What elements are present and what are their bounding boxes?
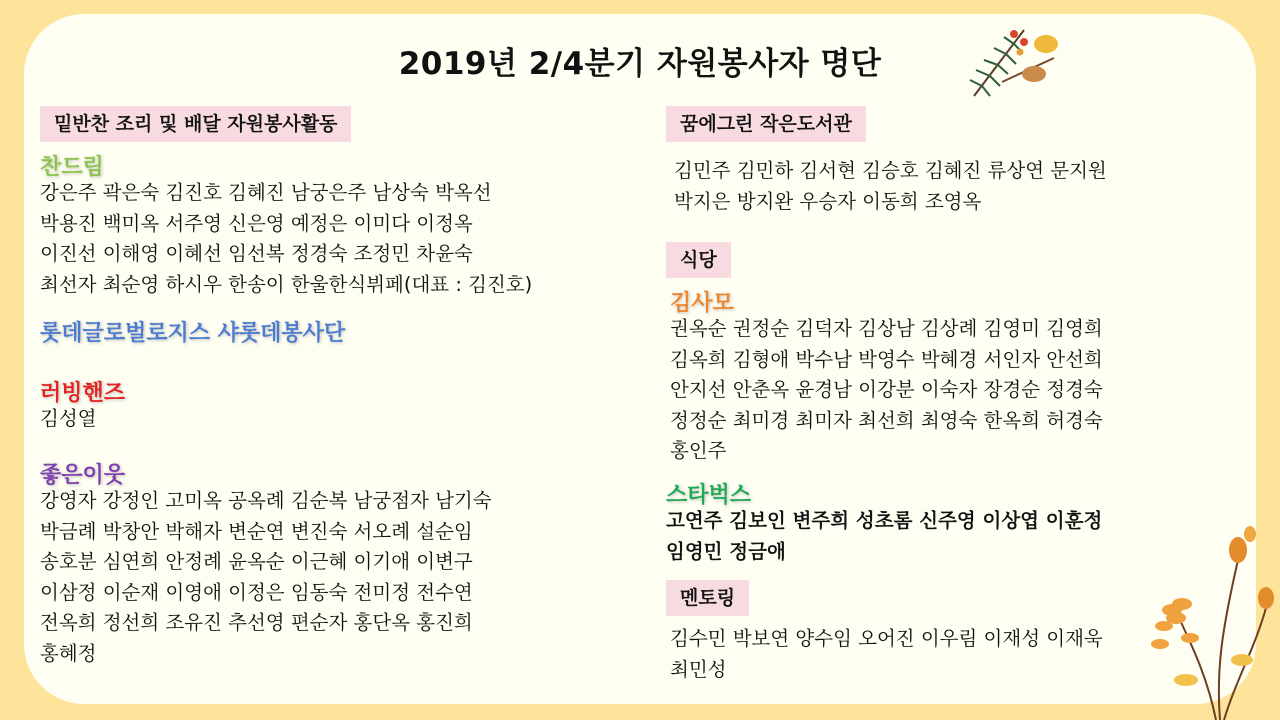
group-members-chandream: 강은주 곽은숙 김진호 김혜진 남궁은주 남상숙 박옥선 박용진 백미옥 서주영 신은영 예정은 이미다 이정옥 이진선 이해영 이혜선 임선복 정경숙 조정민 차윤숙 최선자 최순영 하시우 한송이 한울한식뷔페(대표 : 김진호) [40,181,533,296]
mentoring-members: 김수민 박보연 양수임 오어진 이우림 이재성 이재욱 최민성 [670,627,1103,681]
group-members-good-neighbors: 강영자 강정인 고미옥 공옥례 김순복 남궁점자 남기숙 박금례 박창안 박해자 변순연 변진숙 서오례 설순임 송호분 심연희 안정례 윤옥순 이근혜 이기애 이변구 이삼정 이순재 이영애 이정은 임동숙 전미정 전수연 전옥희 정선희 조유진 추선영 편순자 홍단옥 홍진희 홍혜정 [40,489,492,665]
library-members: 김민주 김민하 김서현 김승호 김혜진 류상연 문지원 박지은 방지완 우승자 이동희 조영옥 [674,159,1107,213]
group-name-loving-hands: 러빙핸즈 [40,381,126,406]
section-label-side-dishes: 밑반찬 조리 및 배달 자원봉사활동 [40,106,351,142]
group-name-lotte-glovis: 롯데글로벌로지스 샤롯데봉사단 [40,321,346,346]
group-name-good-neighbors: 좋은이웃 [40,463,126,488]
section-label-cafeteria: 식당 [666,242,731,278]
section-label-library: 꿈에그린 작은도서관 [666,106,866,142]
group-name-chandream: 찬드림 [40,155,104,180]
autumn-leaves-decoration [962,22,1072,102]
page-title: 2019년 2/4분기 자원봉사자 명단 [398,46,882,82]
section-label-mentoring: 멘토링 [666,580,749,616]
group-members-starbucks: 고연주 김보인 변주희 성초롬 신주영 이상엽 이훈정 임영민 정금애 [666,509,1103,563]
group-members-kimsamo: 권옥순 권정순 김덕자 김상남 김상례 김영미 김영희 김옥희 김형애 박수남 박영수 박혜경 서인자 안선희 안지선 안춘옥 윤경남 이강분 이숙자 장경순 정경숙 정정순 최미경 최미자 최선희 최영숙 한옥희 허경숙 홍인주 [670,317,1103,462]
group-members-loving-hands: 김성열 [40,407,97,430]
group-name-starbucks: 스타벅스 [666,483,752,508]
dried-flowers-decoration [1150,520,1278,720]
group-name-kimsamo: 김사모 [670,291,734,316]
